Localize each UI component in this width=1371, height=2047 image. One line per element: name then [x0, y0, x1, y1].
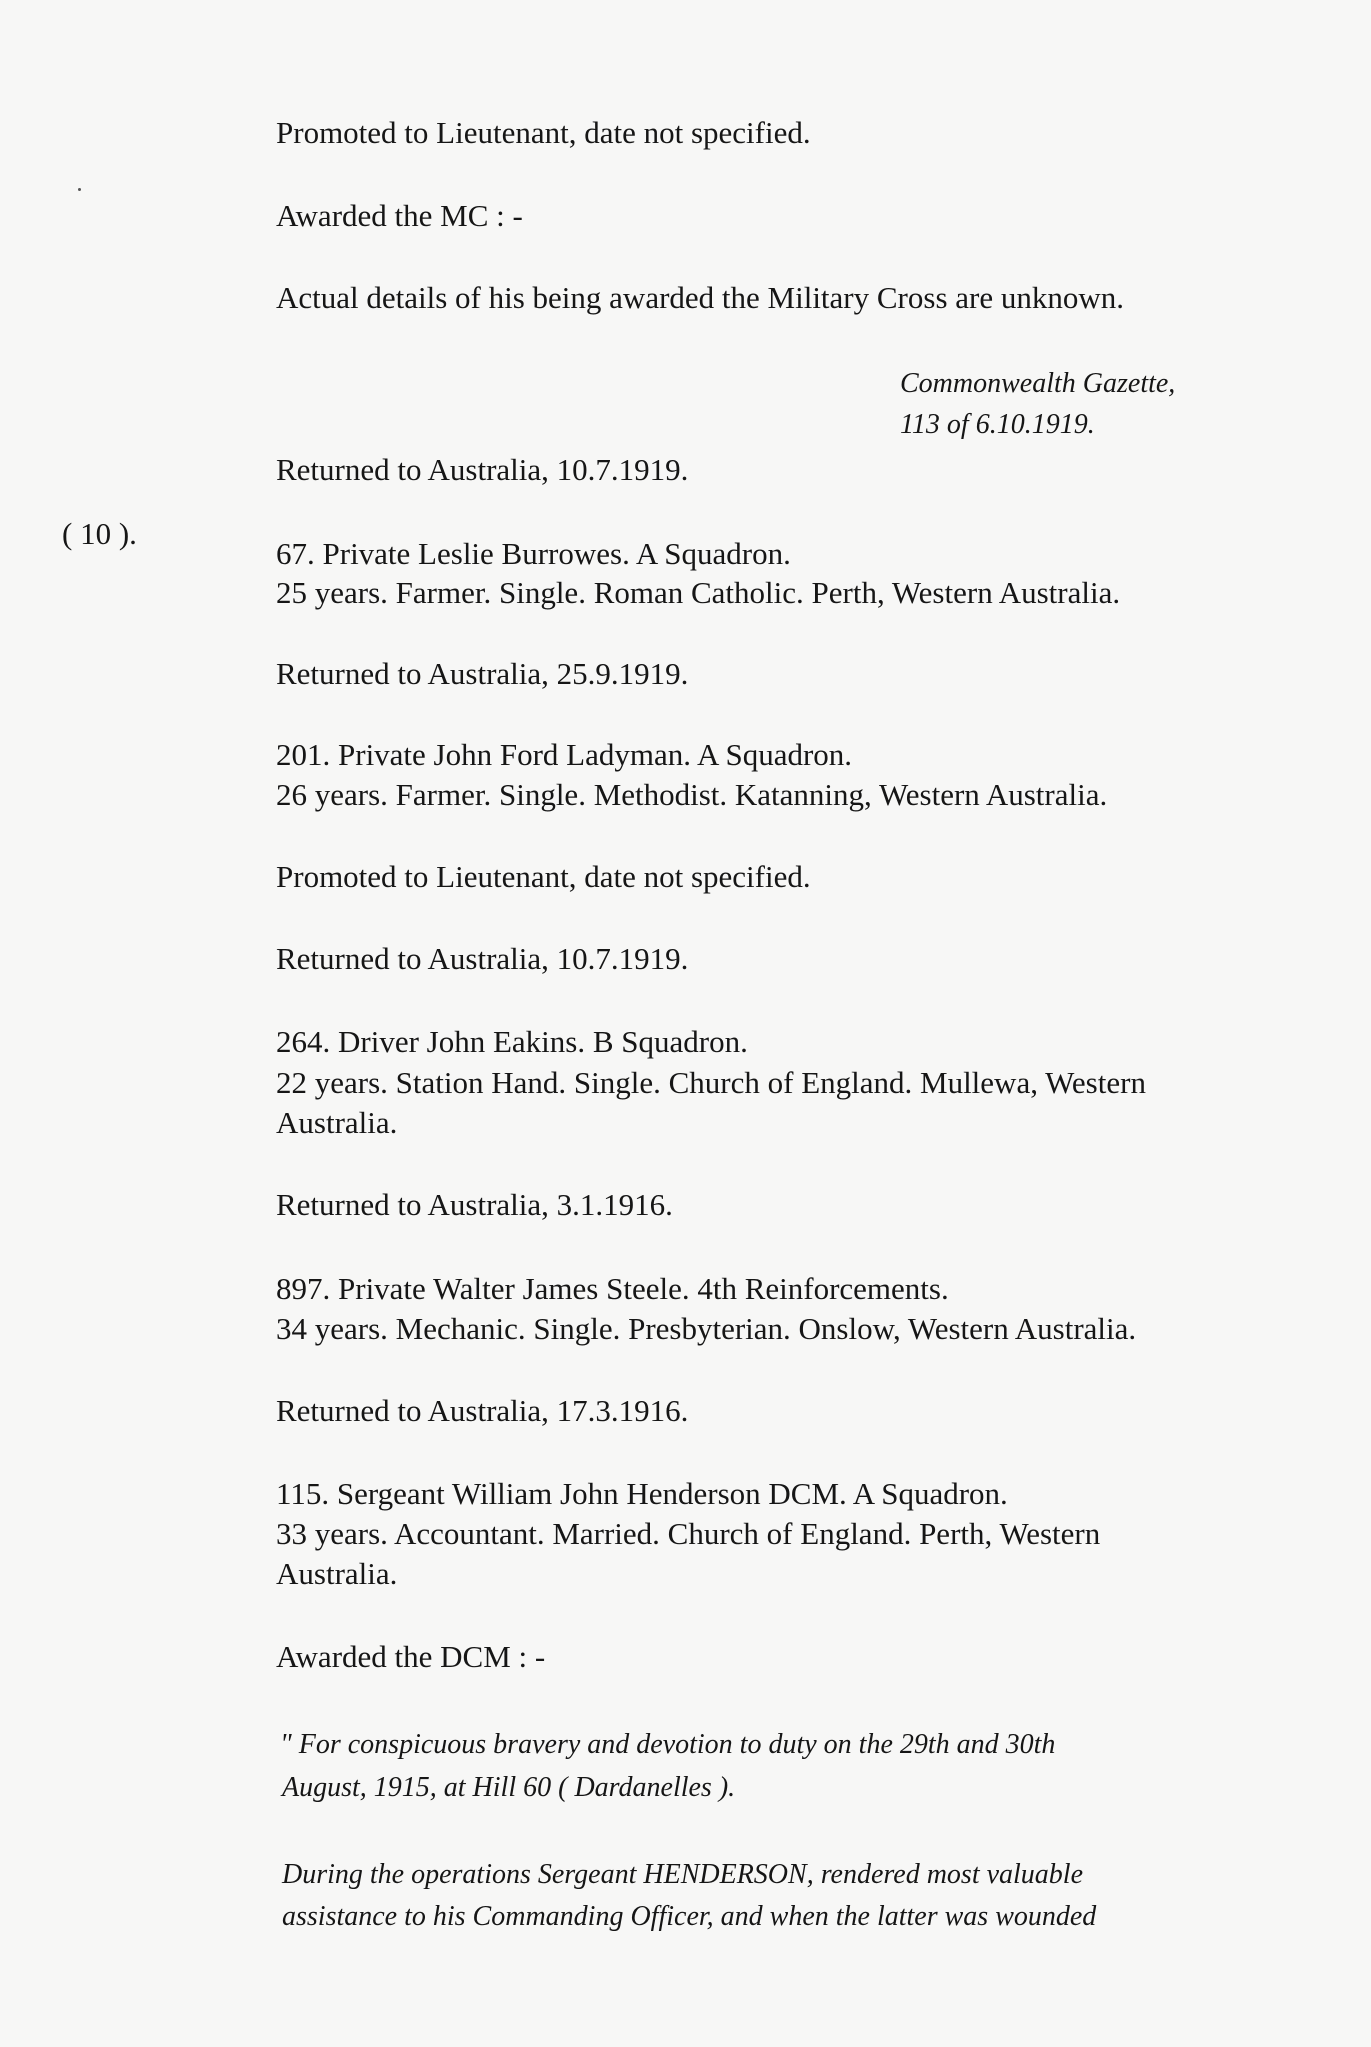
citation-line: August, 1915, at Hill 60 ( Dardanelles ).: [282, 1772, 736, 1803]
scan-speck: [78, 188, 81, 191]
text-line: Actual details of his being awarded the Military Cross are unknown.: [276, 280, 1124, 315]
citation-line: assistance to his Commanding Officer, and when the latter was wounded: [282, 1901, 1097, 1932]
entry-heading: 264. Driver John Eakins. B Squadron.: [276, 1024, 748, 1059]
entry-details: Australia.: [276, 1556, 398, 1591]
entry-details: 26 years. Farmer. Single. Methodist. Katanning, Western Australia.: [276, 777, 1108, 812]
entry-heading: 115. Sergeant William John Henderson DCM. A Squadron.: [276, 1476, 1008, 1511]
text-line: Awarded the DCM : -: [276, 1639, 546, 1674]
text-line: Promoted to Lieutenant, date not specified.: [276, 115, 811, 150]
entry-details: 22 years. Station Hand. Single. Church of England. Mullewa, Western: [276, 1065, 1146, 1100]
text-line: Returned to Australia, 17.3.1916.: [276, 1393, 689, 1428]
entry-details: 34 years. Mechanic. Single. Presbyterian. Onslow, Western Australia.: [276, 1311, 1137, 1346]
margin-note: ( 10 ).: [62, 516, 137, 551]
text-line: Returned to Australia, 25.9.1919.: [276, 656, 689, 691]
entry-heading: 201. Private John Ford Ladyman. A Squadron.: [276, 737, 853, 772]
entry-heading: 897. Private Walter James Steele. 4th Reinforcements.: [276, 1271, 949, 1306]
text-line: Returned to Australia, 3.1.1916.: [276, 1187, 673, 1222]
entry-details: Australia.: [276, 1105, 398, 1140]
gazette-reference-line: Commonwealth Gazette,: [900, 368, 1176, 399]
text-line: Promoted to Lieutenant, date not specified.: [276, 859, 811, 894]
text-line: Returned to Australia, 10.7.1919.: [276, 941, 689, 976]
entry-details: 33 years. Accountant. Married. Church of England. Perth, Western: [276, 1516, 1101, 1551]
citation-line: " For conspicuous bravery and devotion to duty on the 29th and 30th: [280, 1729, 1056, 1760]
entry-heading: 67. Private Leslie Burrowes. A Squadron.: [276, 536, 791, 571]
text-line: Returned to Australia, 10.7.1919.: [276, 452, 689, 487]
citation-line: During the operations Sergeant HENDERSON, rendered most valuable: [282, 1859, 1084, 1890]
entry-details: 25 years. Farmer. Single. Roman Catholic. Perth, Western Australia.: [276, 575, 1121, 610]
gazette-reference-line: 113 of 6.10.1919.: [900, 409, 1095, 440]
text-line: Awarded the MC : -: [276, 198, 523, 233]
